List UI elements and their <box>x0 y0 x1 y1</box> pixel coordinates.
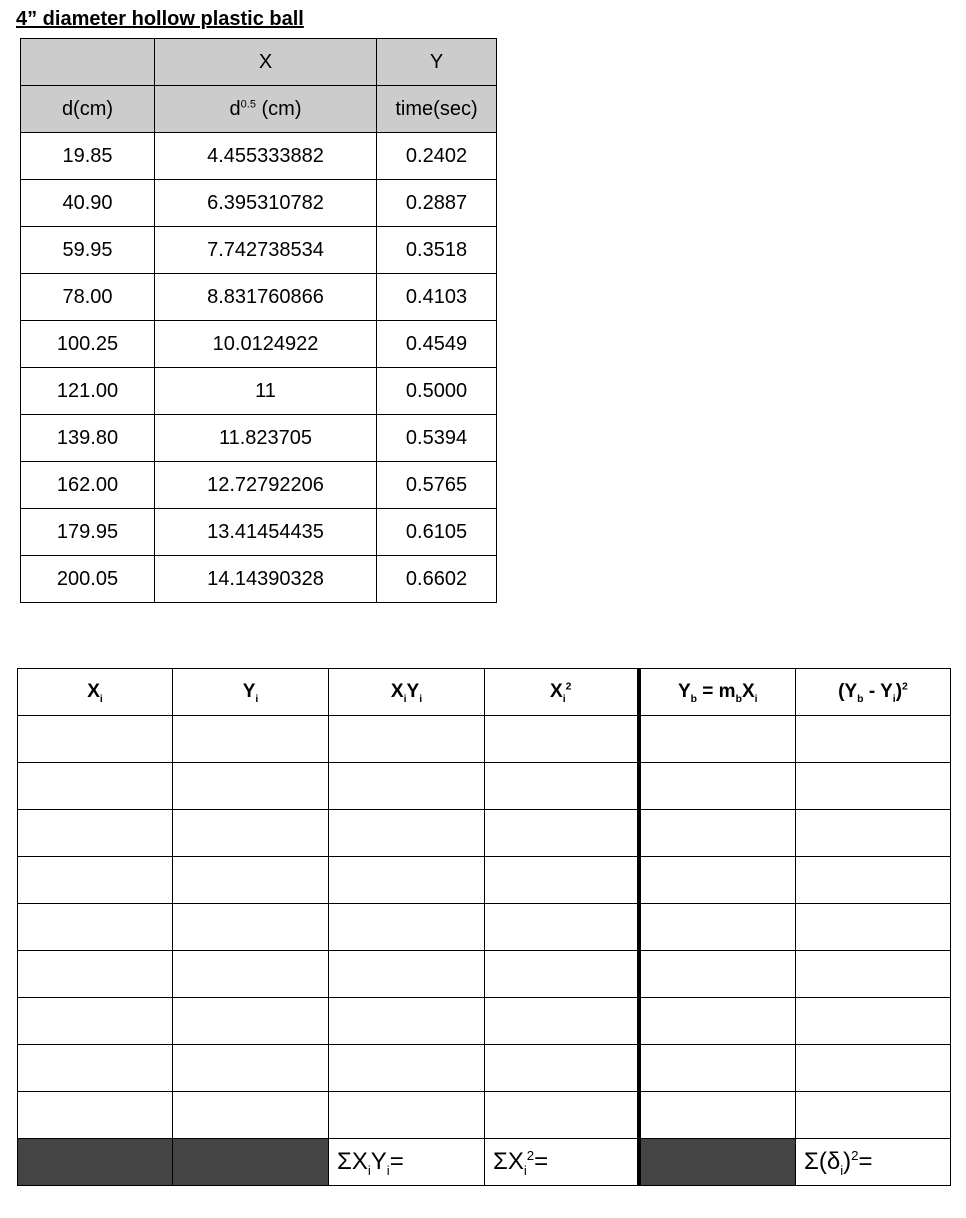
table-row <box>21 368 497 415</box>
worksheet-cell[interactable] <box>329 951 485 998</box>
time-cell: 0.4549 <box>377 321 497 368</box>
worksheet-cell[interactable] <box>639 810 796 857</box>
header-sqrt-distance: $d^{0.5}$ (cm) <box>155 86 377 133</box>
worksheet-cell[interactable] <box>796 904 951 951</box>
worksheet-cell[interactable] <box>796 763 951 810</box>
distance-cell: 59.95 <box>21 227 155 274</box>
header-xi-squared: $X_i^2$ <box>485 669 639 716</box>
data-table <box>20 38 497 603</box>
worksheet-cell[interactable] <box>329 763 485 810</box>
worksheet-cell[interactable] <box>173 810 329 857</box>
worksheet-cell[interactable] <box>329 998 485 1045</box>
sum-xi-squared-cell[interactable]: $\Sigma X_i^2=$ <box>485 1139 639 1186</box>
sqrt-distance-cell: 11 <box>155 368 377 415</box>
worksheet-cell[interactable] <box>173 857 329 904</box>
worksheet-cell[interactable] <box>639 1092 796 1139</box>
worksheet-row <box>18 716 951 763</box>
worksheet-cell[interactable] <box>329 857 485 904</box>
column-header-row <box>21 86 497 133</box>
header-residual-squared: $(Y_b - Y_i)^2$ <box>796 669 951 716</box>
worksheet-cell[interactable] <box>639 857 796 904</box>
sqrt-distance-cell: 6.395310782 <box>155 180 377 227</box>
worksheet-cell[interactable] <box>639 904 796 951</box>
worksheet-header-row <box>18 669 951 716</box>
worksheet-cell[interactable] <box>18 951 173 998</box>
worksheet-cell[interactable] <box>796 1092 951 1139</box>
worksheet-cell[interactable] <box>173 1045 329 1092</box>
worksheet-cell[interactable] <box>639 763 796 810</box>
worksheet-cell[interactable] <box>329 716 485 763</box>
time-cell: 0.4103 <box>377 274 497 321</box>
worksheet-cell[interactable] <box>173 904 329 951</box>
sqrt-distance-cell: 12.72792206 <box>155 462 377 509</box>
distance-cell: 100.25 <box>21 321 155 368</box>
table-row <box>21 133 497 180</box>
header-distance: d(cm) <box>21 86 155 133</box>
worksheet-cell[interactable] <box>485 951 639 998</box>
worksheet-cell[interactable] <box>329 1045 485 1092</box>
table-row <box>21 180 497 227</box>
worksheet-cell[interactable] <box>173 1092 329 1139</box>
worksheet-cell[interactable] <box>796 1045 951 1092</box>
worksheet-cell[interactable] <box>18 1045 173 1092</box>
distance-cell: 162.00 <box>21 462 155 509</box>
time-cell: 0.5000 <box>377 368 497 415</box>
table-row <box>21 274 497 321</box>
worksheet-cell[interactable] <box>173 716 329 763</box>
time-cell: 0.6105 <box>377 509 497 556</box>
time-cell: 0.5765 <box>377 462 497 509</box>
distance-cell: 40.90 <box>21 180 155 227</box>
worksheet-cell[interactable] <box>485 998 639 1045</box>
sqrt-distance-cell: 4.455333882 <box>155 133 377 180</box>
worksheet-cell[interactable] <box>18 763 173 810</box>
sqrt-distance-cell: 7.742738534 <box>155 227 377 274</box>
worksheet-cell[interactable] <box>639 716 796 763</box>
worksheet-cell[interactable] <box>796 716 951 763</box>
worksheet-row <box>18 951 951 998</box>
table-row <box>21 556 497 603</box>
worksheet-row <box>18 1092 951 1139</box>
worksheet-cell[interactable] <box>18 857 173 904</box>
worksheet-cell[interactable] <box>796 951 951 998</box>
worksheet-cell[interactable] <box>18 810 173 857</box>
distance-cell: 200.05 <box>21 556 155 603</box>
time-cell: 0.6602 <box>377 556 497 603</box>
sqrt-distance-cell: 14.14390328 <box>155 556 377 603</box>
sqrt-distance-cell: 13.41454435 <box>155 509 377 556</box>
distance-cell: 19.85 <box>21 133 155 180</box>
table-row <box>21 415 497 462</box>
worksheet-cell[interactable] <box>485 763 639 810</box>
header-yb: $Y_b = m_bX_i$ <box>639 669 796 716</box>
sum-residual-squared-cell[interactable]: $\Sigma(\delta_i)^2=$ <box>796 1139 951 1186</box>
group-header-y: Y <box>377 39 497 86</box>
group-header-row <box>21 39 497 86</box>
worksheet-cell[interactable] <box>485 857 639 904</box>
worksheet-cell[interactable] <box>639 951 796 998</box>
worksheet-cell[interactable] <box>173 998 329 1045</box>
header-xiyi: $X_iY_i$ <box>329 669 485 716</box>
sum-xiyi-cell[interactable]: $\Sigma X_iY_i=$ <box>329 1139 485 1186</box>
worksheet-cell[interactable] <box>18 1092 173 1139</box>
header-xi: $X_i$ <box>18 669 173 716</box>
worksheet-row <box>18 1045 951 1092</box>
time-cell: 0.5394 <box>377 415 497 462</box>
distance-cell: 78.00 <box>21 274 155 321</box>
worksheet-cell[interactable] <box>173 951 329 998</box>
worksheet-cell[interactable] <box>796 857 951 904</box>
worksheet-cell[interactable] <box>18 716 173 763</box>
worksheet-row <box>18 998 951 1045</box>
worksheet-cell[interactable] <box>639 1045 796 1092</box>
group-header-blank <box>21 39 155 86</box>
worksheet-row <box>18 904 951 951</box>
worksheet-cell[interactable] <box>329 810 485 857</box>
worksheet-cell[interactable] <box>796 810 951 857</box>
worksheet-row <box>18 857 951 904</box>
shaded-cell <box>639 1139 796 1186</box>
table-row <box>21 227 497 274</box>
table-row <box>21 462 497 509</box>
page-title: 4” diameter hollow plastic ball <box>16 8 304 30</box>
worksheet-cell[interactable] <box>485 716 639 763</box>
worksheet-cell[interactable] <box>329 904 485 951</box>
worksheet-cell[interactable] <box>485 1045 639 1092</box>
worksheet-cell[interactable] <box>18 904 173 951</box>
worksheet-cell[interactable] <box>329 1092 485 1139</box>
worksheet-sum-row <box>18 1139 951 1186</box>
header-time: time(sec) <box>377 86 497 133</box>
worksheet-cell[interactable] <box>485 810 639 857</box>
shaded-cell <box>173 1139 329 1186</box>
header-yi: $Y_i$ <box>173 669 329 716</box>
worksheet-cell[interactable] <box>796 998 951 1045</box>
time-cell: 0.3518 <box>377 227 497 274</box>
sqrt-distance-cell: 10.0124922 <box>155 321 377 368</box>
sqrt-distance-cell: 8.831760866 <box>155 274 377 321</box>
table-row <box>21 321 497 368</box>
table-row <box>21 509 497 556</box>
worksheet-row <box>18 763 951 810</box>
group-header-x: X <box>155 39 377 86</box>
time-cell: 0.2887 <box>377 180 497 227</box>
data-rows <box>21 133 497 603</box>
worksheet-row <box>18 810 951 857</box>
sqrt-distance-cell: 11.823705 <box>155 415 377 462</box>
shaded-cell <box>18 1139 173 1186</box>
worksheet-cell[interactable] <box>485 904 639 951</box>
worksheet-cell[interactable] <box>485 1092 639 1139</box>
worksheet-cell[interactable] <box>639 998 796 1045</box>
time-cell: 0.2402 <box>377 133 497 180</box>
worksheet-blank-rows <box>18 716 951 1139</box>
worksheet-cell[interactable] <box>173 763 329 810</box>
worksheet-cell[interactable] <box>18 998 173 1045</box>
worksheet-table <box>17 668 951 1186</box>
distance-cell: 139.80 <box>21 415 155 462</box>
distance-cell: 179.95 <box>21 509 155 556</box>
distance-cell: 121.00 <box>21 368 155 415</box>
